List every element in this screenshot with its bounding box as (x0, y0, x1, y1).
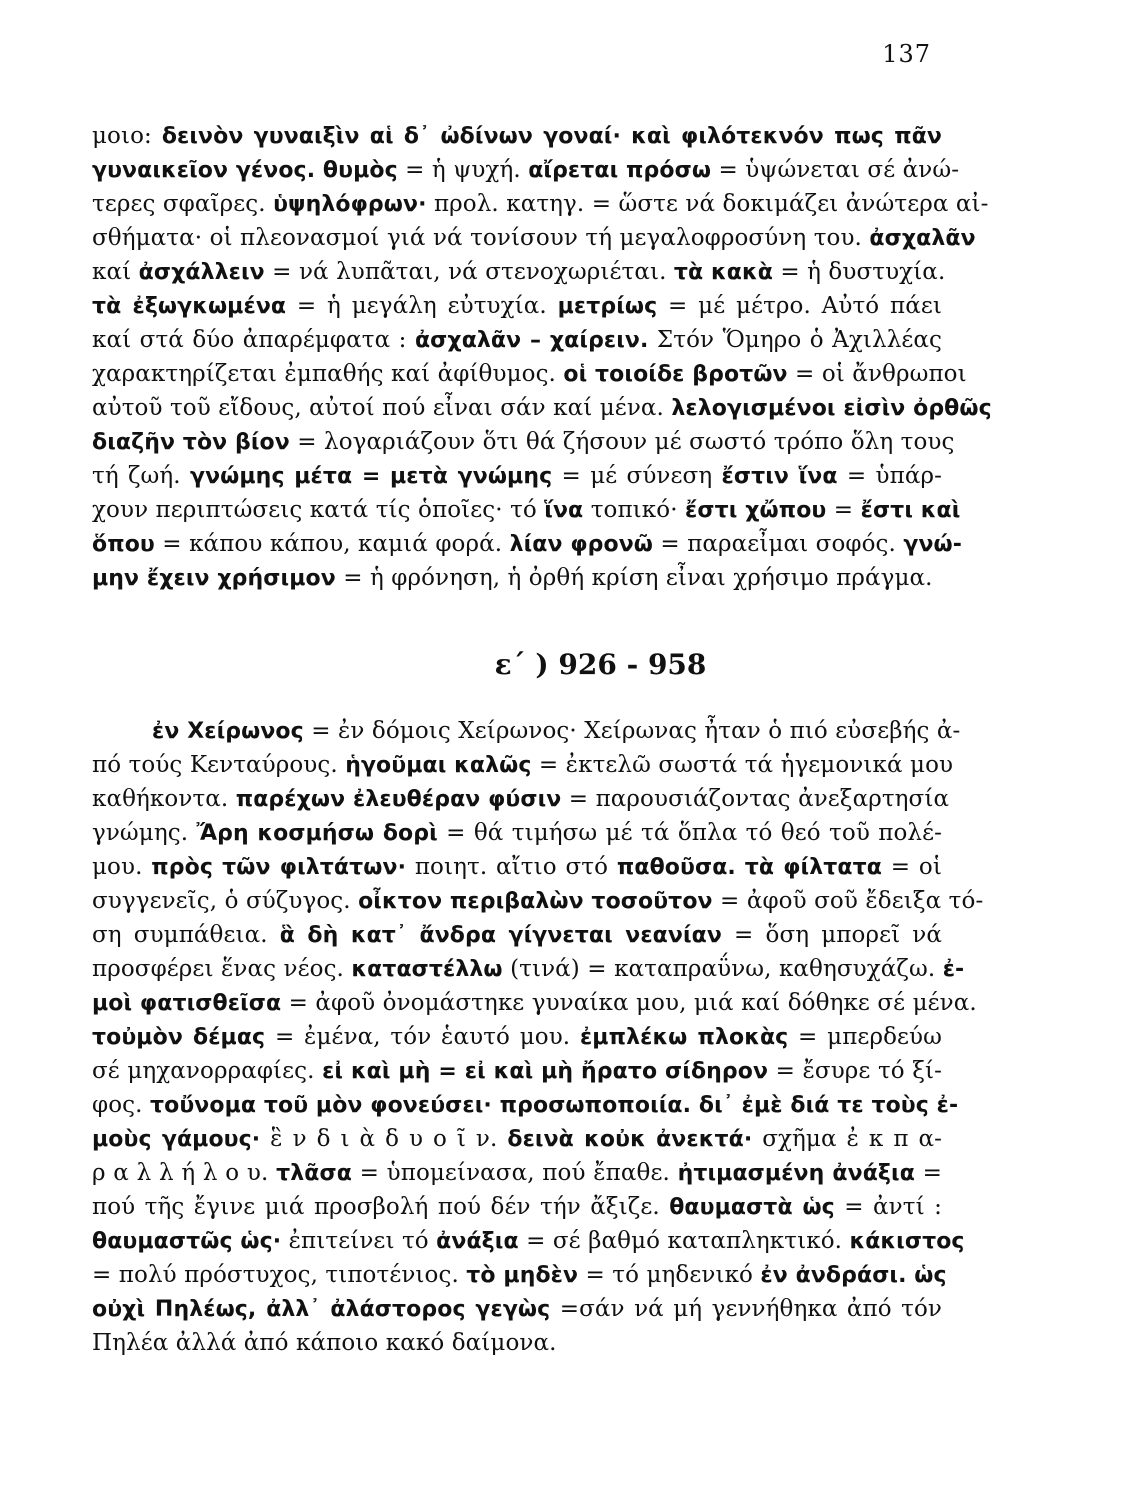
text-line (92, 256, 946, 290)
lemma-bold: τοὐμὸν δέμας (92, 1025, 266, 1050)
lemma-bold: οἱ τοιοίδε βροτῶν (563, 362, 788, 387)
gloss-text: χαρακτηρίζεται ἐμπαθής καί ἀφίθυμος. (92, 361, 564, 387)
text-line (92, 1157, 942, 1191)
gloss-text: = νά λυπᾶται, νά στενοχωριέται. (264, 259, 674, 285)
gloss-text: = κάπου κάπου, καμιά φορά. (154, 531, 510, 557)
text-line (92, 1293, 942, 1327)
lemma-bold: ἵνα (544, 498, 584, 523)
gloss-text: πού τῆς ἔγινε μιά προσβολή πού δέν τήν ἄξιζε. (92, 1194, 670, 1220)
lemma-bold: τοὔνομα τοῦ μὸν φονεύσει· προσωποποιία. δι᾽ ἐμὲ διά τε τοὺς ἐ- (149, 1093, 959, 1118)
gloss-text: = ὑπάρ- (837, 463, 942, 489)
text-line (92, 817, 942, 851)
gloss-text: = ὅση μπορεῖ νά (721, 922, 943, 948)
lemma-bold: δεινὰ κοὐκ ἀνεκτά· (507, 1127, 753, 1152)
lemma-bold: γνώ- (903, 532, 962, 557)
lemma-bold: εἰ καὶ μὴ = εἰ καὶ μὴ ἤρατο σίδηρον (322, 1059, 769, 1084)
gloss-text: καί (92, 259, 139, 285)
gloss-text: = ἀντί : (834, 1194, 942, 1220)
gloss-text: τή ζωή. (92, 463, 190, 489)
lemma-bold: ἔστι χὤπου (685, 498, 827, 523)
gloss-text: = οἱ (881, 854, 942, 880)
text-line (92, 392, 992, 426)
gloss-text: = τό μηδενικό (578, 1262, 761, 1288)
text-line (92, 460, 942, 494)
text-line (92, 324, 942, 358)
lemma-bold: αἴρεται πρόσω (528, 158, 712, 183)
gloss-text: (τινά) = καταπραΰνω, καθησυχάζω. (502, 956, 943, 982)
section-heading-text: ε΄ ) 926 - 958 (494, 648, 707, 681)
text-line (92, 1225, 965, 1259)
gloss-text: καθήκοντα. (92, 786, 236, 812)
lemma-bold: μετρίως (557, 294, 658, 319)
lemma-bold: καταστέλλω (351, 957, 503, 982)
lemma-bold: παρέχων ἐλευθέραν φύσιν (235, 787, 562, 812)
lemma-bold: ἀνάξια (436, 1229, 519, 1254)
text-line (92, 120, 942, 154)
gloss-text: σέ μηχανορραφίες. (92, 1058, 323, 1084)
gloss-text: = ἀφοῦ σοῦ ἔδειξα τό- (712, 888, 984, 914)
text-line (92, 1259, 947, 1293)
text-line (92, 1055, 942, 1089)
lemma-bold: ἔστι καὶ (860, 498, 961, 523)
lemma-bold: παθοῦσα. (616, 855, 736, 880)
lemma-bold: ἔστιν ἵνα (721, 464, 838, 489)
text-line (92, 885, 984, 919)
lemma-bold: ἡγοῦμαι καλῶς (345, 753, 532, 778)
lemma-bold: ὑψηλόφρων· (273, 192, 427, 217)
gloss-text: = ὑπομείνασα, πού ἔπαθε. (351, 1160, 678, 1186)
lemma-bold: ἐμπλέκω πλοκὰς (579, 1025, 789, 1050)
gloss-text: Στόν Ὅμηρο ὁ Ἀχιλλέας (648, 327, 943, 353)
gloss-text: προσφέρει ἕνας νέος. (92, 956, 352, 982)
text-line (92, 1021, 942, 1055)
lemma-bold: ἐ- (942, 957, 965, 982)
gloss-text: ση συμπάθεια. (92, 922, 280, 948)
lemma-bold: λίαν φρονῶ (509, 532, 654, 557)
lemma-bold: ἃ δὴ κατ᾽ ἄνδρα γίγνεται νεανίαν (279, 923, 722, 948)
gloss-text: = ἐκτελῶ σωστά τά ἡγεμονικά μου (531, 752, 954, 778)
gloss-text (736, 854, 745, 880)
lemma-bold: γνώμης μέτα = μετὰ γνώμης (190, 464, 553, 489)
lemma-bold: τὰ ἐξωγκωμένα (92, 294, 287, 319)
lemma-bold: ἀσχάλλειν (138, 260, 265, 285)
gloss-text: ρ α λ λ ή λ ο υ. (92, 1160, 277, 1186)
text-line (92, 919, 942, 953)
gloss-text: συγγενεῖς, ὁ σύζυγος. (92, 888, 359, 914)
lemma-bold: πρὸς τῶν φιλτάτων· (151, 855, 407, 880)
gloss-text: = ἡ φρόνηση, ἡ ὀρθή κρίση εἶναι χρήσιμο πράγμα. (335, 565, 933, 591)
lemma-bold: τὸ μηδὲν (466, 1263, 579, 1288)
text-line (92, 1327, 942, 1361)
gloss-text: = μέ μέτρο. Αὐτό πάει (657, 293, 942, 319)
text-line (92, 851, 942, 885)
lemma-bold: ἠτιμασμένη ἀνάξια (677, 1161, 915, 1186)
gloss-text: = παρουσιάζοντας ἀνεξαρτησία (561, 786, 950, 812)
gloss-text: = ἡ δυστυχία. (772, 259, 946, 285)
gloss-text: φος. (92, 1092, 150, 1118)
gloss-text: = οἱ ἄνθρωποι (787, 361, 967, 387)
gloss-text: =σάν νά μή γεννήθηκα ἀπό τόν (550, 1296, 942, 1322)
lemma-bold: λελογισμένοι εἰσὶν ὀρθῶς (671, 396, 992, 421)
gloss-text: = ἀφοῦ ὀνομάστηκε γυναίκα μου, μιά καί δόθηκε σέ μένα. (281, 990, 977, 1016)
lemma-bold: ἐν ἀνδράσι. ὡς (760, 1263, 947, 1288)
text-line (92, 528, 962, 562)
text-line (92, 358, 967, 392)
commentary-block-1 (92, 120, 992, 596)
gloss-text: μου. (92, 854, 152, 880)
gloss-text: = μέ σύνεση (552, 463, 722, 489)
text-line (92, 987, 977, 1021)
section-heading (0, 648, 1131, 681)
gloss-text: μοιο: (92, 123, 162, 149)
gloss-text: γνώμης. (92, 820, 197, 846)
text-line (92, 562, 942, 596)
lemma-bold: μοὶ φατισθεῖσα (92, 991, 282, 1016)
lemma-bold: ὅπου (92, 532, 155, 557)
lemma-bold: κάκιστος (849, 1229, 965, 1254)
gloss-text: = σέ βαθμό καταπληκτικό. (518, 1228, 850, 1254)
lemma-bold: μοὺς γάμους· (92, 1127, 261, 1152)
gloss-text: χουν περιπτώσεις κατά τίς ὁποῖες· τό (92, 497, 545, 523)
lemma-bold: Ἄρη κοσμήσω δορὶ (196, 821, 438, 846)
lemma-bold: οἶκτον περιβαλὼν τοσοῦτον (358, 889, 713, 914)
gloss-text: = ἐν δόμοις Χείρωνος· Χείρωνας ἦταν ὁ πιό εὐσεβής ἀ- (303, 718, 961, 744)
gloss-text: = (826, 497, 861, 523)
text-line (92, 494, 961, 528)
lemma-bold: ἀσχαλᾶν – χαίρειν. (414, 328, 649, 353)
lemma-bold: τὰ φίλτατα (744, 855, 882, 880)
gloss-text: = λογαριάζουν ὅτι θά ζήσουν μέ σωστό τρόπο ὅλη τους (289, 429, 955, 455)
page-number: 137 (882, 40, 931, 68)
text-line (92, 1089, 959, 1123)
gloss-text: τοπικό· (583, 497, 686, 523)
lemma-bold: διαζῆν τὸν βίον (92, 430, 290, 455)
lemma-bold: ἀσχαλᾶν (869, 226, 976, 251)
gloss-text: = πολύ πρόστυχος, τιποτένιος. (92, 1262, 467, 1288)
lemma-bold: θαυμαστῶς ὡς· (92, 1229, 282, 1254)
text-line (92, 1191, 942, 1225)
lemma-bold: τὰ κακὰ (673, 260, 773, 285)
gloss-text: = ἡ ψυχή. (397, 157, 529, 183)
gloss-text: αὐτοῦ τοῦ εἴδους, αὐτοί πού εἶναι σάν καί μένα. (92, 395, 672, 421)
gloss-text: ἐπιτείνει τό (281, 1228, 437, 1254)
gloss-text: σχῆμα ἐ κ π α- (752, 1126, 942, 1152)
lemma-bold: τλᾶσα (276, 1161, 352, 1186)
gloss-text: = ἔσυρε τό ξί- (768, 1058, 942, 1084)
gloss-text: = ἐμένα, τόν ἑαυτό μου. (265, 1024, 580, 1050)
text-line (92, 154, 960, 188)
gloss-text: = ὑψώνεται σέ ἀνώ- (711, 157, 960, 183)
gloss-text: = θά τιμήσω μέ τά ὅπλα τό θεό τοῦ πολέ- (437, 820, 942, 846)
gloss-text: σθήματα· οἱ πλεονασμοί γιά νά τονίσουν τή μεγαλοφροσύνη του. (92, 225, 870, 251)
gloss-text: ποιητ. αἴτιο στό (406, 854, 617, 880)
lemma-bold: ἐν Χείρωνος (152, 719, 304, 744)
gloss-text: ἓ ν δ ι ὰ δ υ ο ῖ ν. (260, 1126, 508, 1152)
text-line (92, 188, 989, 222)
gloss-text: τερες σφαῖρες. (92, 191, 274, 217)
gloss-text: = μπερδεύω (788, 1024, 942, 1050)
text-line (92, 749, 954, 783)
gloss-text: = παραεἶμαι σοφός. (653, 531, 904, 557)
gloss-text: Πηλέα ἀλλά ἀπό κάποιο κακό δαίμονα. (92, 1330, 557, 1356)
lemma-bold: γυναικεῖον γένος. θυμὸς (92, 158, 398, 183)
text-line (92, 426, 955, 460)
lemma-bold: οὐχὶ Πηλέως, ἀλλ᾽ ἀλάστορος γεγὼς (92, 1297, 551, 1322)
gloss-text: καί στά δύο ἀπαρέμφατα : (92, 327, 415, 353)
text-line (92, 290, 942, 324)
text-line (92, 715, 961, 749)
gloss-text: = ἡ μεγάλη εὐτυχία. (286, 293, 558, 319)
text-line (92, 222, 976, 256)
lemma-bold: μην ἔχειν χρήσιμον (92, 566, 336, 591)
lemma-bold: δεινὸν γυναιξὶν αἱ δ᾽ ὠδίνων γοναί· καὶ φιλότεκνόν πως πᾶν (161, 124, 942, 149)
lemma-bold: θαυμαστὰ ὡς (669, 1195, 835, 1220)
gloss-text: = (914, 1160, 942, 1186)
gloss-text: προλ. κατηγ. = ὥστε νά δοκιμάζει ἀνώτερα αἰ- (426, 191, 989, 217)
commentary-block-2 (92, 715, 984, 1361)
text-line (92, 1123, 942, 1157)
text-line (92, 783, 950, 817)
text-line (92, 953, 965, 987)
gloss-text: πό τούς Κενταύρους. (92, 752, 346, 778)
